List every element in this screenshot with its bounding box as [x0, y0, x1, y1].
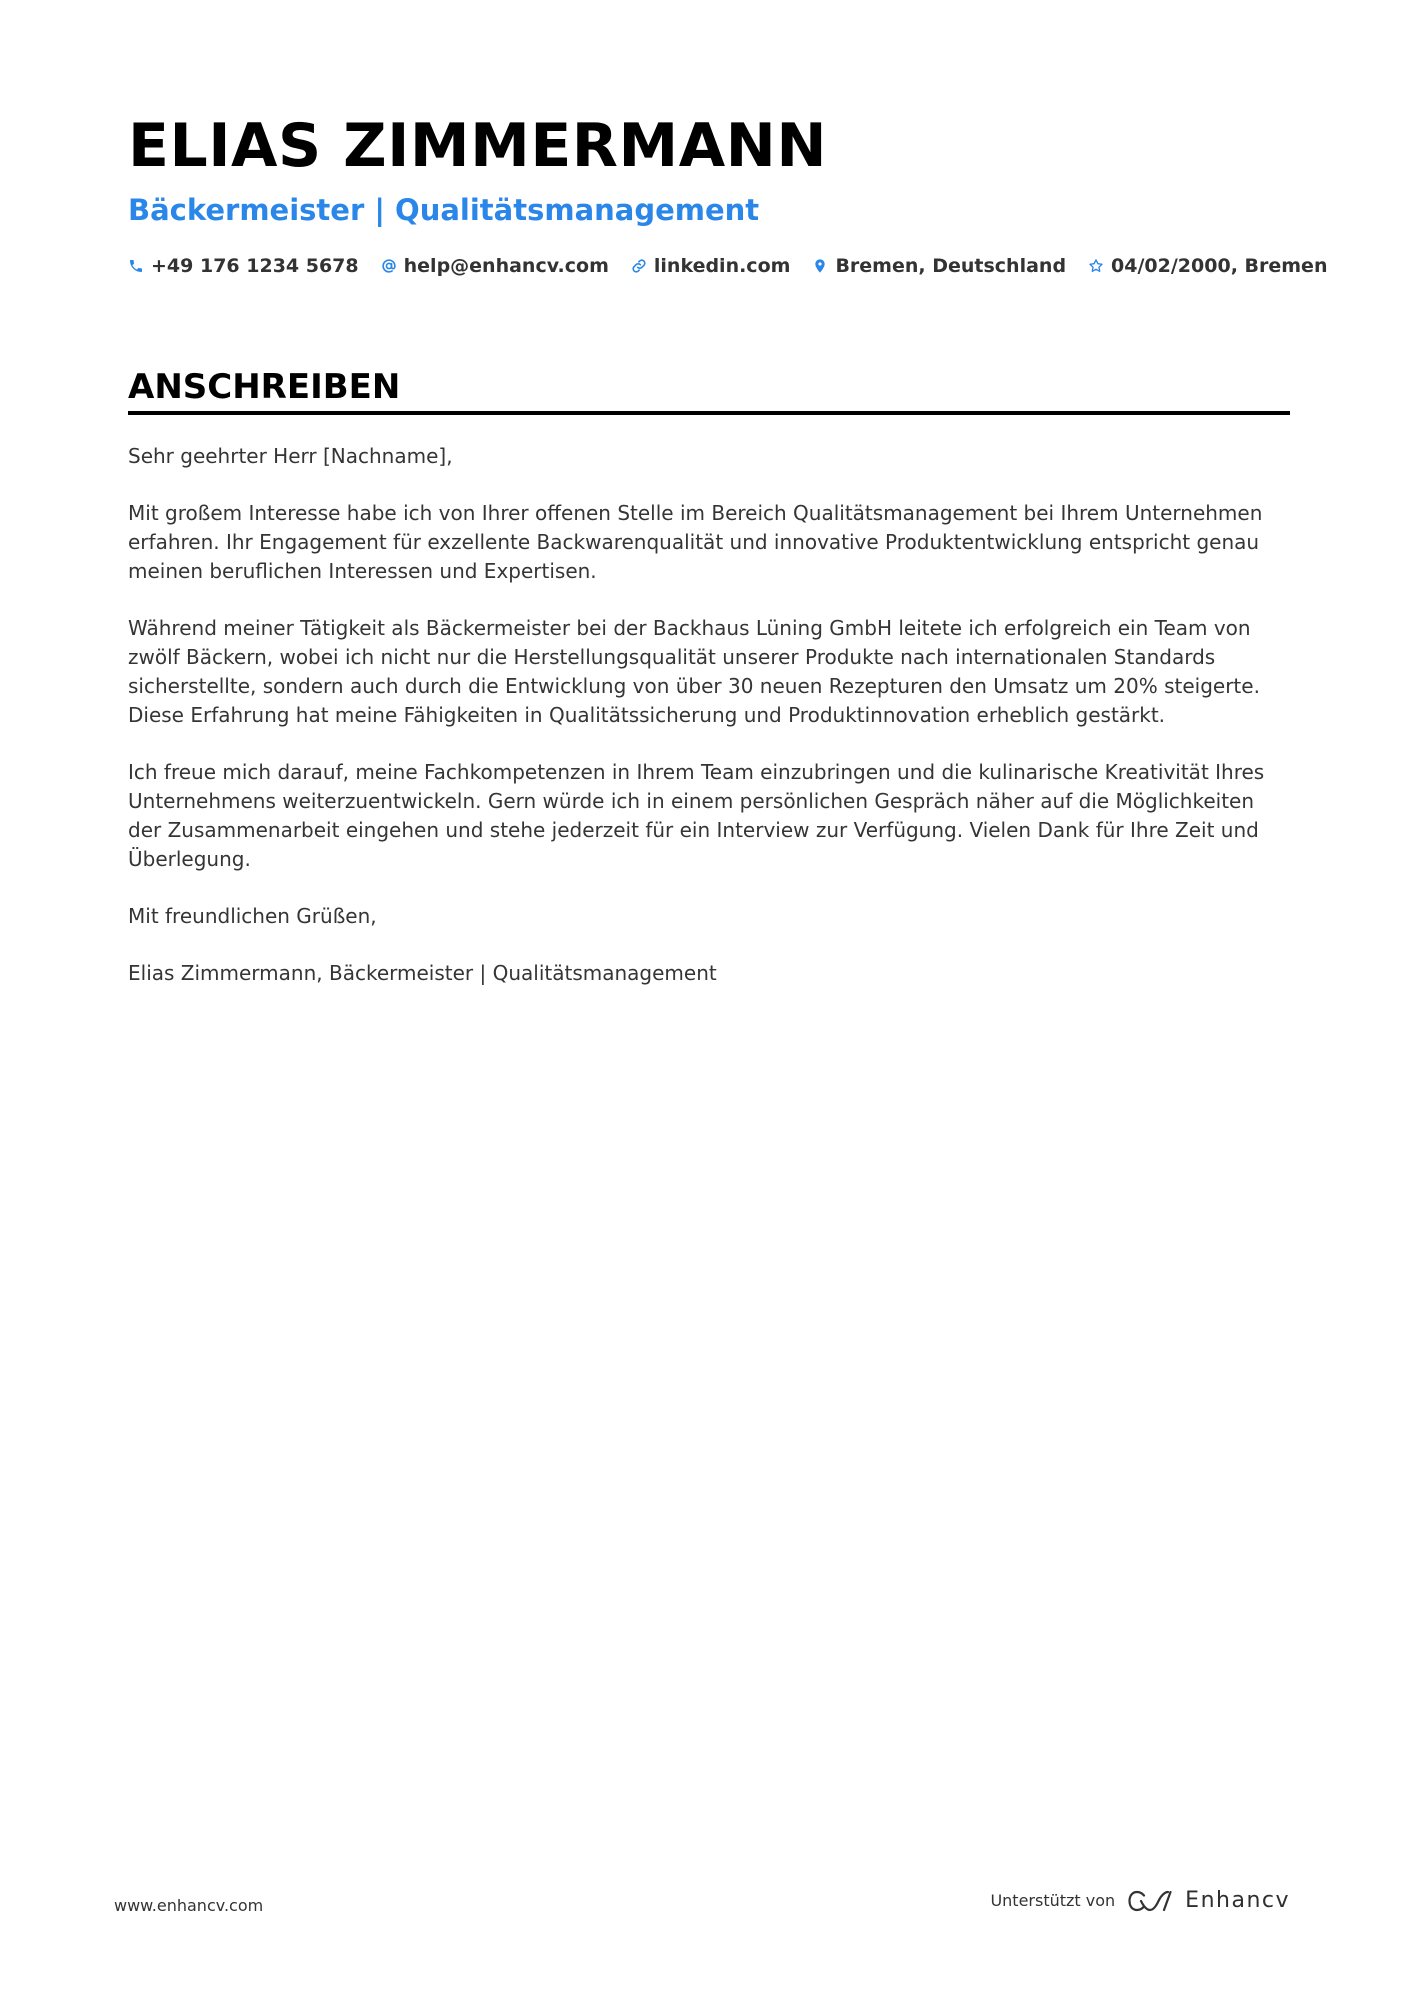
section-title: ANSCHREIBEN [128, 367, 401, 407]
letter-body [128, 442, 1290, 1016]
powered-by-text: Unterstützt von [990, 1891, 1116, 1910]
at-icon [381, 258, 397, 274]
letter-paragraph: Ich freue mich darauf, meine Fachkompetenzen in Ihrem Team einzubringen und die kulinarische Kreativität Ihres Unternehmens weiterzuentwickeln. Gern würde ich in einem persönlichen Gespräch näher auf die Möglichkeiten der Zusammenarbeit eingehen und stehe jederzeit für ein Interview zur Verfügung. Vielen Dank für Ihre Zeit und Überlegung. [128, 760, 1265, 871]
contact-location [812, 254, 1066, 278]
location-pin-icon [812, 258, 828, 274]
letter-paragraph: Während meiner Tätigkeit als Bäckermeister bei der Backhaus Lüning GmbH leitete ich erfolgreich ein Team von zwölf Bäckern, wobei ich nicht nur die Herstellungsqualität unserer Produkte nach internationalen Standards sicherstellte, sondern auch durch die Entwicklung von über 30 neuen Rezepturen den Umsatz um 20% steigerte. Diese Erfahrung hat meine Fähigkeiten in Qualitätssicherung und Produktinnovation erheblich gestärkt. [128, 616, 1260, 727]
resume-header [128, 110, 1328, 278]
link-icon [631, 258, 647, 274]
letter-closing: Mit freundlichen Grüßen, [128, 904, 377, 928]
letter-paragraph: Mit großem Interesse habe ich von Ihrer offenen Stelle im Bereich Qualitätsmanagement bei Ihrem Unternehmen erfahren. Ihr Engagement für exzellente Backwarenqualität und innovative Produktentwicklung entspricht genau meinen beruflichen Interessen und Expertisen. [128, 501, 1263, 583]
footer-website[interactable]: www.enhancv.com [114, 1896, 264, 1915]
section-divider [128, 411, 1290, 415]
letter-salutation: Sehr geehrter Herr [Nachname], [128, 444, 453, 468]
location-text: Bremen, Deutschland [835, 255, 1067, 277]
candidate-name: ELIAS ZIMMERMANN [128, 111, 828, 181]
contact-email [381, 254, 609, 278]
enhancv-logo-icon [1127, 1888, 1173, 1914]
letter-signature: Elias Zimmermann, Bäckermeister | Qualitätsmanagement [128, 961, 717, 985]
contact-phone [128, 254, 359, 278]
contact-info-row [128, 254, 1328, 278]
contact-birthdate [1088, 254, 1327, 278]
job-title: Bäckermeister | Qualitätsmanagement [128, 193, 760, 227]
brand-name: Enhancv [1185, 1888, 1290, 1913]
phone-text: +49 176 1234 5678 [151, 255, 359, 277]
phone-icon [128, 258, 144, 274]
footer-branding [990, 1888, 1290, 1914]
email-text: help@enhancv.com [403, 255, 609, 277]
linkedin-text: linkedin.com [653, 255, 791, 277]
contact-linkedin [631, 254, 791, 278]
birthdate-text: 04/02/2000, Bremen [1111, 255, 1328, 277]
star-icon [1088, 258, 1104, 274]
